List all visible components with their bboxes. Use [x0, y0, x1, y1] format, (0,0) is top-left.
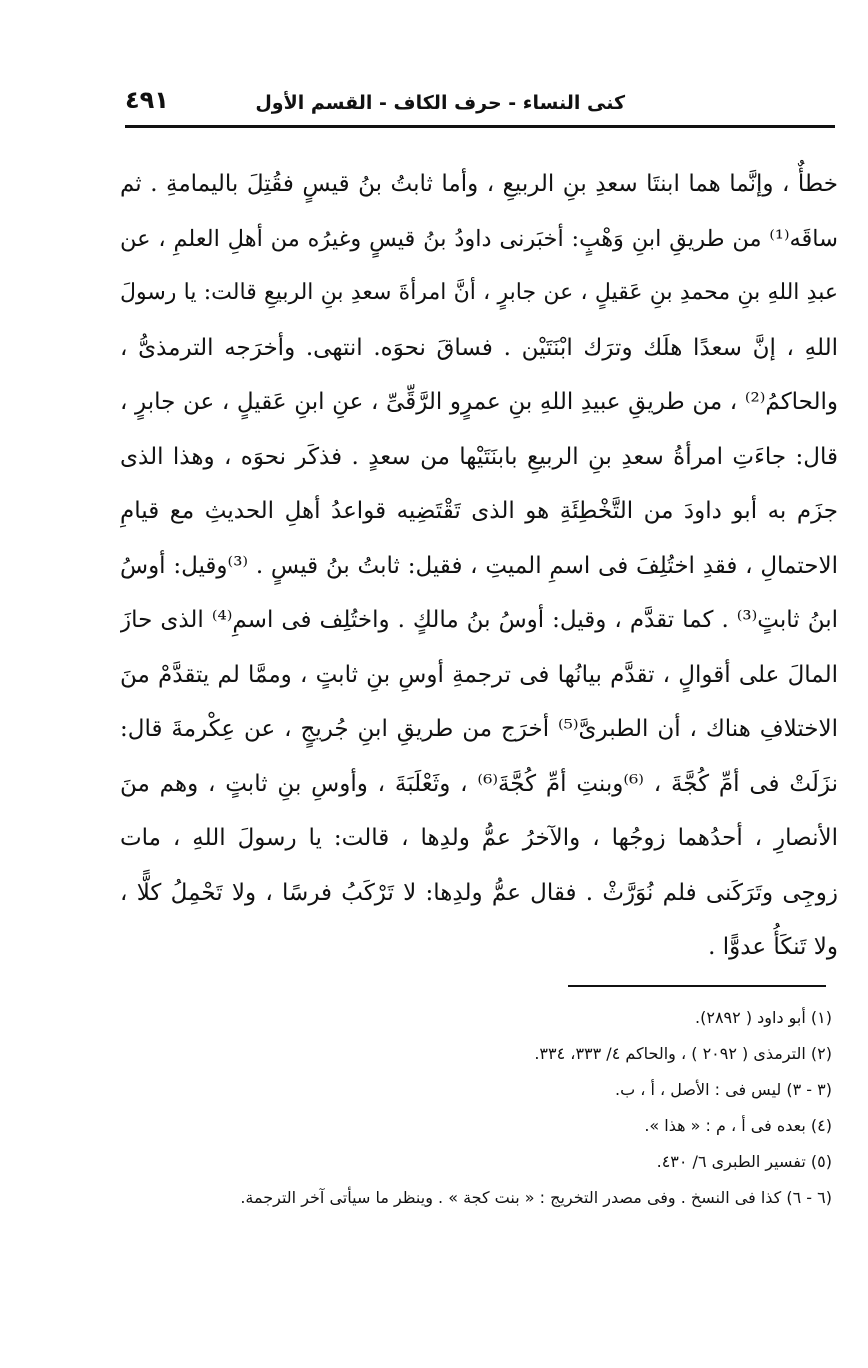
text-line: عبدِ اللهِ بنِ محمدِ بنِ عَقيلٍ ، عن جابرٍ ، أنَّ امرأةَ سعدِ بنِ الربيعِ قالت: يا رسولَ [120, 280, 838, 305]
text-line: ابنُ ثابتٍ⁽³⁾ . كما تقدَّم ، وقيل: أوسُ بنُ مالكٍ . واختُلِف فى اسمِ⁽⁴⁾ الذى حازَ [120, 607, 838, 633]
text-line: المالَ على أقوالٍ ، تقدَّم بيانُها فى ترجمةِ أوسِ بنِ ثابتٍ ، وممَّا لم يتقدَّمْ منَ [120, 661, 838, 688]
text-line: ولا تَنكَأُ عدوًّا . [708, 934, 838, 960]
text-line: والحاكمُ⁽²⁾ ، من طريقِ عبيدِ اللهِ بنِ عمرٍو الرَّقِّىِّ ، عنِ ابنِ عَقيلٍ ، عن جابرٍ ، [120, 389, 838, 415]
footnote: (١) أبو داود ( ٢٨٩٢). [695, 1008, 832, 1027]
footnotes [120, 1000, 832, 1216]
footnote: (٢) الترمذى ( ٢٠٩٢ ) ، والحاكم ٤/ ٣٣٣، ٣٣٤. [534, 1044, 832, 1063]
footnote: (٦ - ٦) كذا فى النسخ . وفى مصدر التخريج : « بنت كجة » . وينظر ما سيأتى آخر الترجمة. [240, 1188, 832, 1207]
header-rule [125, 125, 835, 128]
text-line: ساقَه⁽¹⁾ من طريقِ ابنِ وَهْبٍ: أخبَرنى داودُ بنُ قيسٍ وغيرُه من أهلِ العلمِ ، عن [120, 225, 838, 252]
footnote-separator [568, 985, 826, 987]
footnote: (٣ - ٣) ليس فى : الأصل ، أ ، ب. [615, 1080, 832, 1099]
page-header [125, 82, 835, 122]
text-line: الاحتمالِ ، فقدِ اختُلِفَ فى اسمِ الميتِ ، فقيل: ثابتُ بنُ قيسٍ . ⁽³⁾وقيل: أوسُ [120, 552, 838, 579]
footnote: (٤) بعده فى أ ، م : « هذا ». [644, 1116, 832, 1135]
footnote: (٥) تفسير الطبرى ٦/ ٤٣٠. [656, 1152, 832, 1171]
text-line: نزَلَتْ فى أمِّ كُجَّةَ ، ⁽⁶⁾وبنتِ أمِّ كُجَّةَ⁽⁶⁾ ، وثَعْلَبَةَ ، وأوسِ بنِ ثابتٍ ، وهم منَ [120, 770, 838, 797]
text-line: قال: جاءَتِ امرأةُ سعدِ بنِ الربيعِ بابنَتَيْها من سعدٍ . فذكَر نحوَه ، وهذا الذى [120, 443, 838, 470]
page-number: ٤٩١ [125, 86, 169, 114]
text-line: خطأٌ ، وإنَّما هما ابنتَا سعدِ بنِ الربيعِ ، وأما ثابتُ بنُ قيسٍ فقُتِلَ باليمامةِ . ثم [120, 171, 838, 197]
text-line: زوجِى وتَرَكَنى فلم نُوَرَّثْ . فقال عمُّ ولدِها: لا تَرْكَبُ فرسًا ، ولا تَحْمِلُ كلًّا ، [120, 879, 838, 906]
running-title: كنى النساء - حرف الكاف - القسم الأول [255, 92, 625, 114]
text-line: اللهِ ، إنَّ سعدًا هلَك وترَك ابْنَتَيْن . فساقَ نحوَه. انتهى. وأخرَجه الترمذىُّ ، [120, 334, 838, 361]
text-line: الاختلافِ هناك ، أن الطبرىَّ⁽⁵⁾ أخرَج من طريقِ ابنِ جُريجٍ ، عن عِكْرمةَ قال: [120, 716, 838, 742]
main-text [120, 157, 838, 975]
text-line: الأنصارِ ، أحدُهما زوجُها ، والآخرُ عمُّ ولدِها ، قالت: يا رسولَ اللهِ ، مات [120, 825, 838, 851]
text-line: جزَم به أبو داودَ من التَّخْطِئَةِ هو الذى تَقْتَضِيه قواعدُ أهلِ الحديثِ مع قيامِ [120, 498, 838, 524]
